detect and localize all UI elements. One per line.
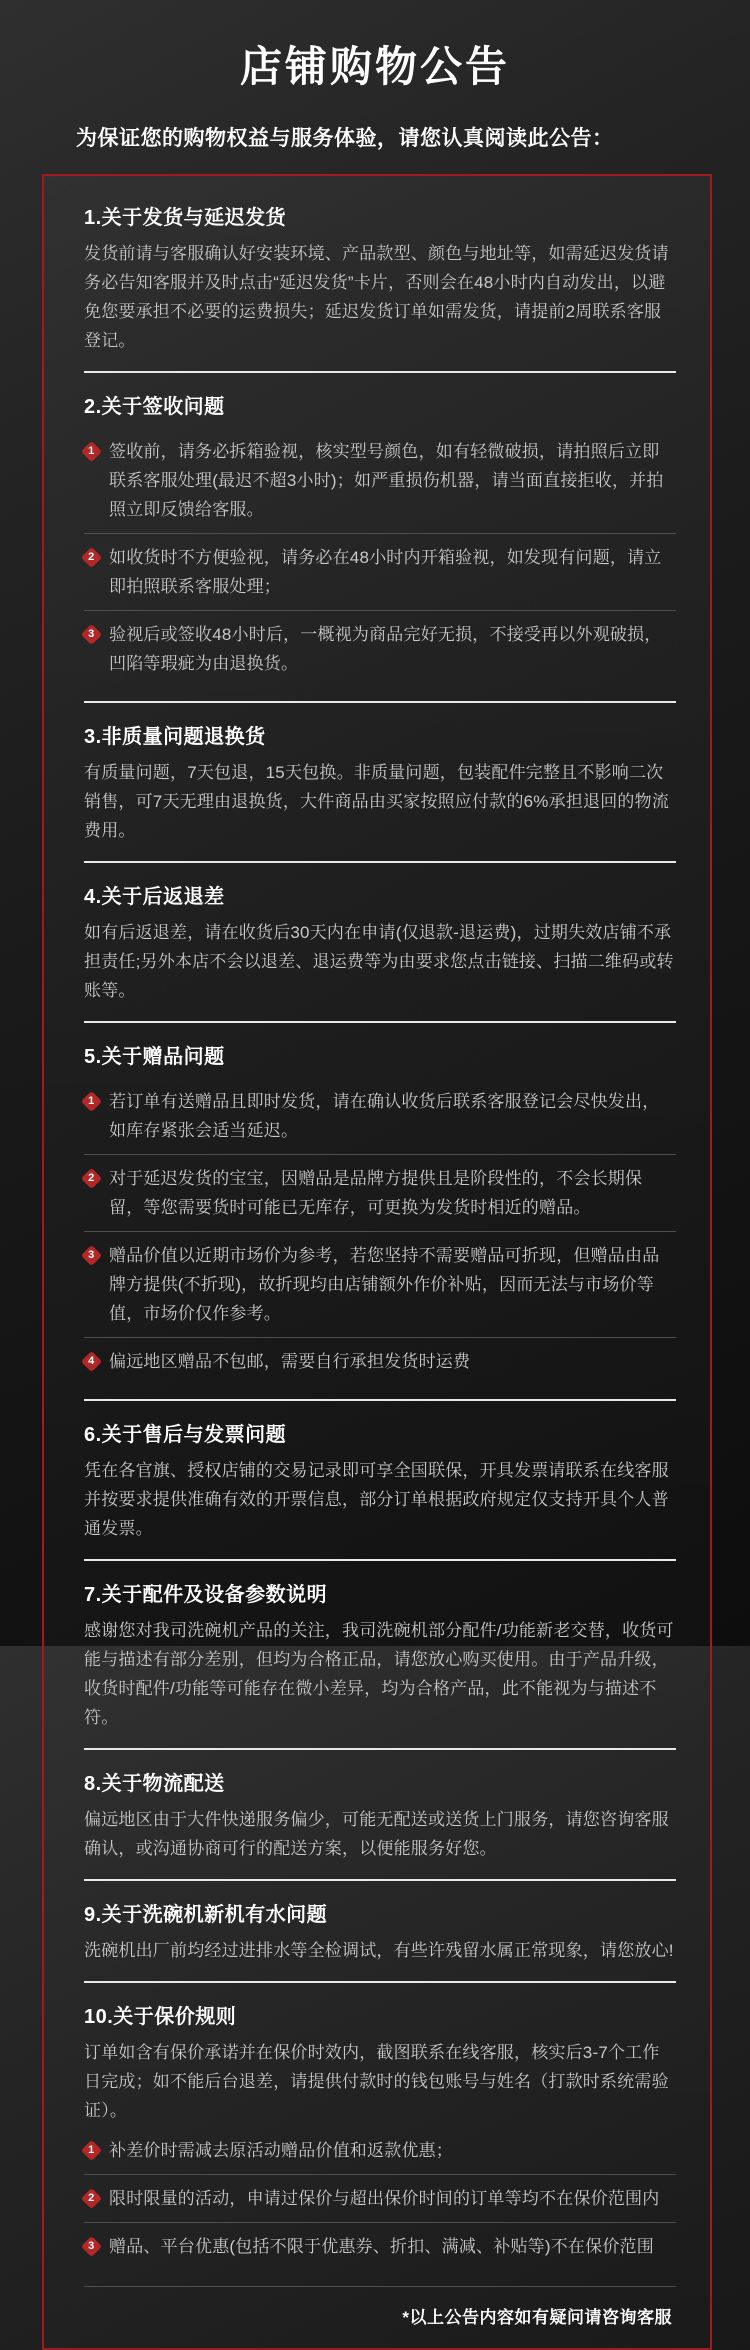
section-heading: 9.关于洗碗机新机有水问题 — [84, 1904, 328, 1926]
item-text: 签收前，请务必拆箱验视，核实型号颜色，如有轻微破损，请拍照后立即联系客服处理(最迟不超3小时)；如严重损伤机器，请当面直接拒收，并拍照立即反馈给客服。 — [109, 442, 664, 519]
section-body — [84, 2038, 676, 2270]
item-number-badge — [81, 2140, 102, 2161]
section-paragraph: 订单如含有保价承诺并在保价时效内，截图联系在线客服，核实后3-7个工作日完成；如不能后台退差，请提供付款时的钱包账号与姓名（打款时系统需验证）。 — [84, 2043, 669, 2120]
numbered-item — [84, 2174, 676, 2222]
item-text: 如收货时不方便验视，请务必在48小时内开箱验视，如发现有问题，请立即拍照联系客服处理； — [109, 548, 662, 596]
item-text: 赠品价值以近期市场价为参考，若您坚持不需要赠品可折现，但赠品由品牌方提供(不折现)，故折现均由店铺额外作价补贴，因而无法与市场价等值，市场价仅作参考。 — [109, 1246, 660, 1323]
announcement-page — [0, 34, 750, 2350]
item-text: 对于延迟发货的宝宝，因赠品是品牌方提供且是阶段性的，不会长期保留，等您需要货时可能已无库存，可更换为发货时相近的赠品。 — [109, 1169, 643, 1217]
page-subtitle: 为保证您的购物权益与服务体验，请您认真阅读此公告： — [76, 127, 614, 150]
item-text: 验视后或签收48小时后，一概视为商品完好无损，不接受再以外观破损，凹陷等瑕疵为由退换货。 — [109, 625, 662, 673]
section-body — [84, 1805, 676, 1863]
section-heading: 8.关于物流配送 — [84, 1773, 225, 1795]
section-body — [84, 1616, 676, 1732]
sections-container — [84, 184, 676, 2284]
item-text: 赠品、平台优惠(包括不限于优惠券、折扣、满减、补贴等)不在保价范围 — [109, 2237, 654, 2256]
item-number-badge — [81, 1091, 102, 1112]
section-heading: 2.关于签收问题 — [84, 396, 225, 418]
item-number: 1 — [88, 2143, 95, 2156]
notice-section — [84, 701, 676, 861]
item-number: 1 — [88, 1094, 95, 1107]
item-number: 3 — [88, 2239, 95, 2252]
numbered-item — [84, 533, 676, 610]
item-number: 2 — [88, 2191, 95, 2204]
section-paragraph: 偏远地区由于大件快递服务偏少，可能无配送或送货上门服务，请您咨询客服确认，或沟通协商可行的配送方案，以便能服务好您。 — [84, 1810, 669, 1858]
notice-section — [84, 1981, 676, 2284]
section-paragraph: 感谢您对我司洗碗机产品的关注，我司洗碗机部分配件/功能新老交替，收货可能与描述有部分差别，但均为合格正品，请您放心购买使用。由于产品升级，收货时配件/功能等可能存在微小差异，均为合格产品，此不能视为与描述不符。 — [84, 1621, 674, 1727]
notice-section — [84, 184, 676, 371]
item-number: 2 — [88, 550, 95, 563]
section-body — [84, 918, 676, 1005]
item-number-badge — [81, 2236, 102, 2257]
section-heading: 7.关于配件及设备参数说明 — [84, 1584, 328, 1606]
section-body — [84, 1456, 676, 1543]
notice-section — [84, 1559, 676, 1748]
section-heading: 10.关于保价规则 — [84, 2006, 237, 2028]
section-paragraph: 发货前请与客服确认好安装环境、产品款型、颜色与地址等，如需延迟发货请务必告知客服并及时点击“延迟发货”卡片，否则会在48小时内自动发出，以避免您要承担不必要的运费损失；延迟发货订单如需发货，请提前2周联系客服登记。 — [84, 244, 669, 350]
numbered-item — [84, 1154, 676, 1231]
notice-section — [84, 371, 676, 701]
item-text: 限时限量的活动，申请过保价与超出保价时间的订单等均不在保价范围内 — [109, 2189, 660, 2208]
item-number-badge — [81, 624, 102, 645]
notice-section — [84, 1399, 676, 1559]
item-number: 3 — [88, 627, 95, 640]
section-paragraph: 有质量问题，7天包退，15天包换。非质量问题，包装配件完整且不影响二次销售，可7天无理由退换货，大件商品由买家按照应付款的6%承担退回的物流费用。 — [84, 763, 670, 840]
numbered-item — [84, 1337, 676, 1385]
section-heading: 6.关于售后与发票问题 — [84, 1424, 287, 1446]
item-number: 2 — [88, 1171, 95, 1184]
numbered-item — [84, 1231, 676, 1337]
section-paragraph: 凭在各官旗、授权店铺的交易记录即可享全国联保，开具发票请联系在线客服并按要求提供准确有效的开票信息，部分订单根据政府规定仅支持开具个人普通发票。 — [84, 1461, 669, 1538]
section-paragraph: 如有后返退差，请在收货后30天内在申请(仅退款-退运费)，过期失效店铺不承担责任;另外本店不会以退差、退运费等为由要求您点击链接、扫描二维码或转账等。 — [84, 923, 674, 1000]
item-text: 补差价时需减去原活动赠品价值和返款优惠； — [109, 2141, 453, 2160]
notice-section — [84, 1021, 676, 1399]
section-heading: 5.关于赠品问题 — [84, 1046, 225, 1068]
numbered-item — [84, 428, 676, 533]
page-title: 店铺购物公告 — [239, 43, 510, 90]
section-body — [84, 1936, 676, 1965]
item-number: 3 — [88, 1248, 95, 1261]
item-text: 若订单有送赠品且即时发货，请在确认收货后联系客服登记会尽快发出，如库存紧张会适当延迟。 — [109, 1092, 660, 1140]
numbered-item — [84, 2222, 676, 2270]
notice-box — [42, 174, 712, 2350]
numbered-item — [84, 1078, 676, 1154]
section-body — [84, 758, 676, 845]
numbered-item — [84, 610, 676, 687]
notice-section — [84, 1748, 676, 1879]
notice-section — [84, 861, 676, 1021]
item-number-badge — [81, 547, 102, 568]
item-number-badge — [81, 1351, 102, 1372]
section-body — [84, 1078, 676, 1385]
section-body — [84, 239, 676, 355]
item-number-badge — [81, 1245, 102, 1266]
item-text: 偏远地区赠品不包邮，需要自行承担发货时运费 — [109, 1352, 471, 1371]
numbered-item — [84, 2127, 676, 2174]
section-heading: 3.非质量问题退换货 — [84, 726, 266, 748]
footer-note: *以上公告内容如有疑问请咨询客服 — [402, 2308, 672, 2327]
section-heading: 4.关于后返退差 — [84, 886, 225, 908]
footer-row — [84, 2286, 676, 2334]
item-number-badge — [81, 1168, 102, 1189]
section-body — [84, 428, 676, 687]
item-number: 4 — [88, 1354, 95, 1367]
notice-section — [84, 1879, 676, 1981]
item-number: 1 — [88, 444, 95, 457]
section-heading: 1.关于发货与延迟发货 — [84, 207, 287, 229]
item-number-badge — [81, 2188, 102, 2209]
item-number-badge — [81, 441, 102, 462]
section-paragraph: 洗碗机出厂前均经过进排水等全检调试，有些许残留水属正常现象，请您放心! — [84, 1941, 674, 1960]
